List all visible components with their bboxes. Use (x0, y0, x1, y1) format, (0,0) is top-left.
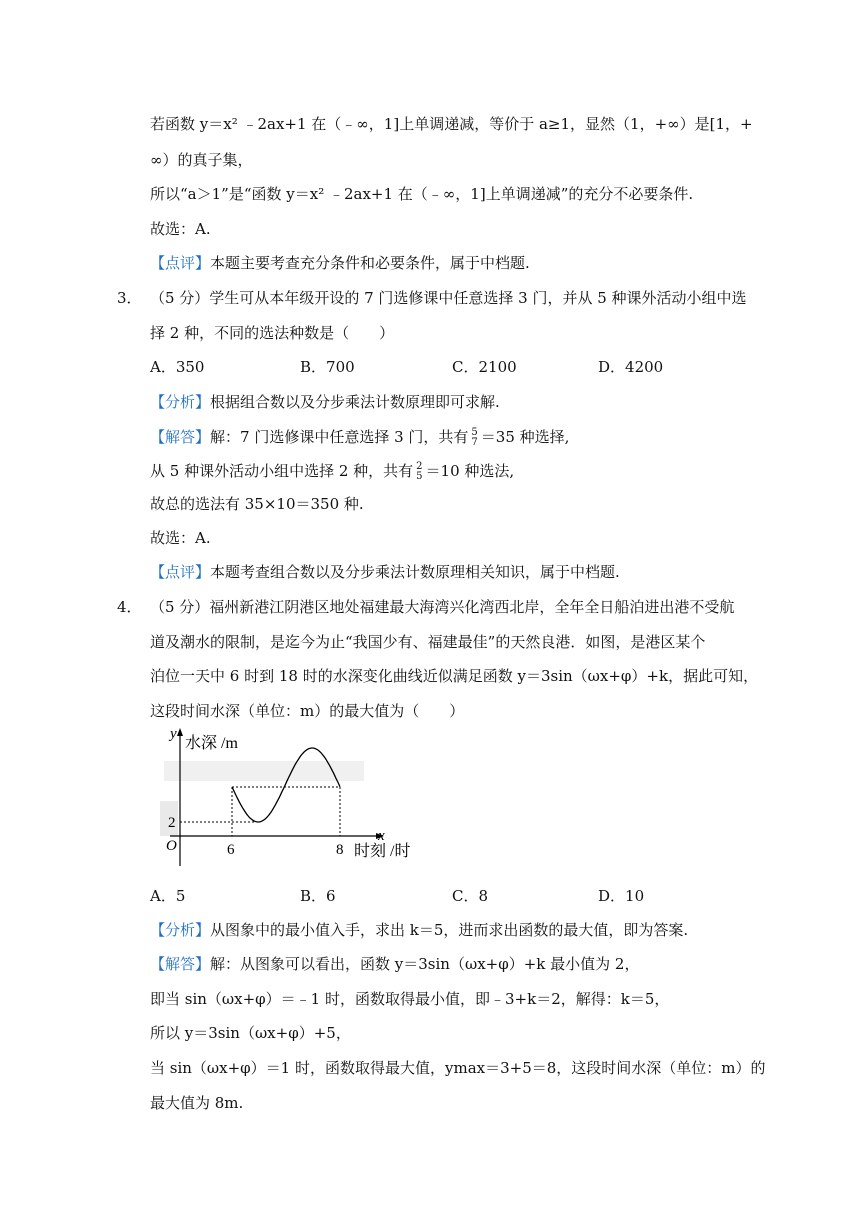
shading (164, 761, 364, 781)
answer-line: 即当 sin（ωx+φ）＝﹣1 时，函数取得最小值，即﹣3+k＝2，解得：k＝5， (150, 990, 670, 1008)
water-depth-graph (150, 726, 411, 875)
text-line: 若函数 y＝x² ﹣2ax+1 在（﹣∞，1]上单调递减，等价于 a≥1，显然（1，+∞）是[1，+ (150, 115, 753, 133)
review-tag: 【点评】 (150, 563, 211, 581)
answer-text: 解：从图象可以看出，函数 y＝3sin（ωx+φ）+k 最小值为 2， (210, 955, 640, 973)
option-b: B．700 (300, 358, 355, 376)
review-line (150, 562, 620, 582)
fraction: 2 5 (416, 461, 423, 482)
review-tag: 【点评】 (150, 254, 211, 272)
answer-line (150, 461, 514, 482)
answer-line: 故总的选法有 35×10＝350 种. (150, 495, 364, 513)
origin-label: O (166, 838, 177, 854)
analysis-line (150, 920, 688, 940)
answer-line: 所以 y＝3sin（ωx+φ）+5， (150, 1024, 351, 1042)
text-line: ∞）的真子集， (150, 151, 253, 169)
answer-text: ＝10 种选法, (425, 462, 515, 480)
x-tick-label: 8 (336, 842, 344, 858)
question-number: 4． (117, 598, 142, 616)
water-depth-curve (232, 748, 340, 822)
answer-line (150, 954, 639, 974)
x-axis-letter: x (378, 828, 385, 844)
x-axis-label: 时刻 /时 (354, 843, 411, 860)
y-tick-label: 2 (168, 815, 176, 831)
analysis-text: 根据组合数以及分步乘法计数原理即可求解. (210, 393, 500, 411)
y-axis-label: 水深 /m (185, 735, 238, 752)
option-b: B．6 (300, 887, 336, 905)
review-text: 本题考查组合数以及分步乘法计数原理相关知识，属于中档题. (210, 563, 620, 581)
question-stem: 道及潮水的限制，是迄今为止“我国少有、福建最佳”的天然良港．如图，是港区某个 (150, 633, 706, 651)
analysis-line (150, 392, 500, 412)
answer-line: 故选：A. (150, 529, 211, 547)
analysis-tag: 【分析】 (150, 393, 211, 411)
text-line: 故选：A. (150, 220, 211, 238)
answer-text: ＝35 种选择, (480, 428, 570, 446)
answer-tag: 【解答】 (150, 428, 211, 446)
answer-text: 从 5 种课外活动小组中选择 2 种，共有 (150, 462, 414, 480)
question-stem: 这段时间水深（单位：m）的最大值为（ ） (150, 702, 465, 720)
option-d: D．10 (598, 887, 645, 905)
option-c: C．8 (452, 887, 489, 905)
question-stem: 泊位一天中 6 时到 18 时的水深变化曲线近似满足函数 y＝3sin（ωx+φ）+k，据此可知， (150, 667, 759, 685)
analysis-tag: 【分析】 (150, 921, 211, 939)
question-number: 3． (117, 289, 142, 307)
x-tick-label: 6 (227, 842, 235, 858)
answer-line: 最大值为 8m. (150, 1094, 244, 1112)
question-stem: （5 分）学生可从本年级开设的 7 门选修课中任意选择 3 门，并从 5 种课外活动小组中选 (150, 289, 747, 307)
question-stem: （5 分）福州新港江阴港区地处福建最大海湾兴化湾西北岸，全年全日船泊进出港不受航 (150, 598, 735, 616)
answer-line: 当 sin（ωx+φ）＝1 时，函数取得最大值，ymax＝3+5＝8，这段时间水深（单位：m）的 (150, 1059, 766, 1077)
review-text: 本题主要考查充分条件和必要条件，属于中档题. (210, 254, 530, 272)
option-a: A．5 (150, 887, 186, 905)
option-a: A．350 (150, 358, 205, 376)
y-axis-letter: y (170, 726, 177, 742)
analysis-text: 从图象中的最小值入手，求出 k＝5，进而求出函数的最大值，即为答案. (210, 921, 689, 939)
review-line (150, 253, 530, 273)
y-arrow-icon (177, 728, 183, 736)
answer-text: 解：7 门选修课中任意选择 3 门，共有 (210, 428, 469, 446)
text-line: 所以“a＞1”是“函数 y＝x² ﹣2ax+1 在（﹣∞，1]上单调递减”的充分不必要条件. (150, 185, 694, 203)
option-d: D．4200 (598, 358, 664, 376)
fraction: 5 7 (471, 427, 478, 448)
answer-line (150, 427, 569, 448)
answer-tag: 【解答】 (150, 955, 211, 973)
question-stem: 择 2 种，不同的选法种数是（ ） (150, 324, 395, 342)
option-c: C．2100 (452, 358, 517, 376)
